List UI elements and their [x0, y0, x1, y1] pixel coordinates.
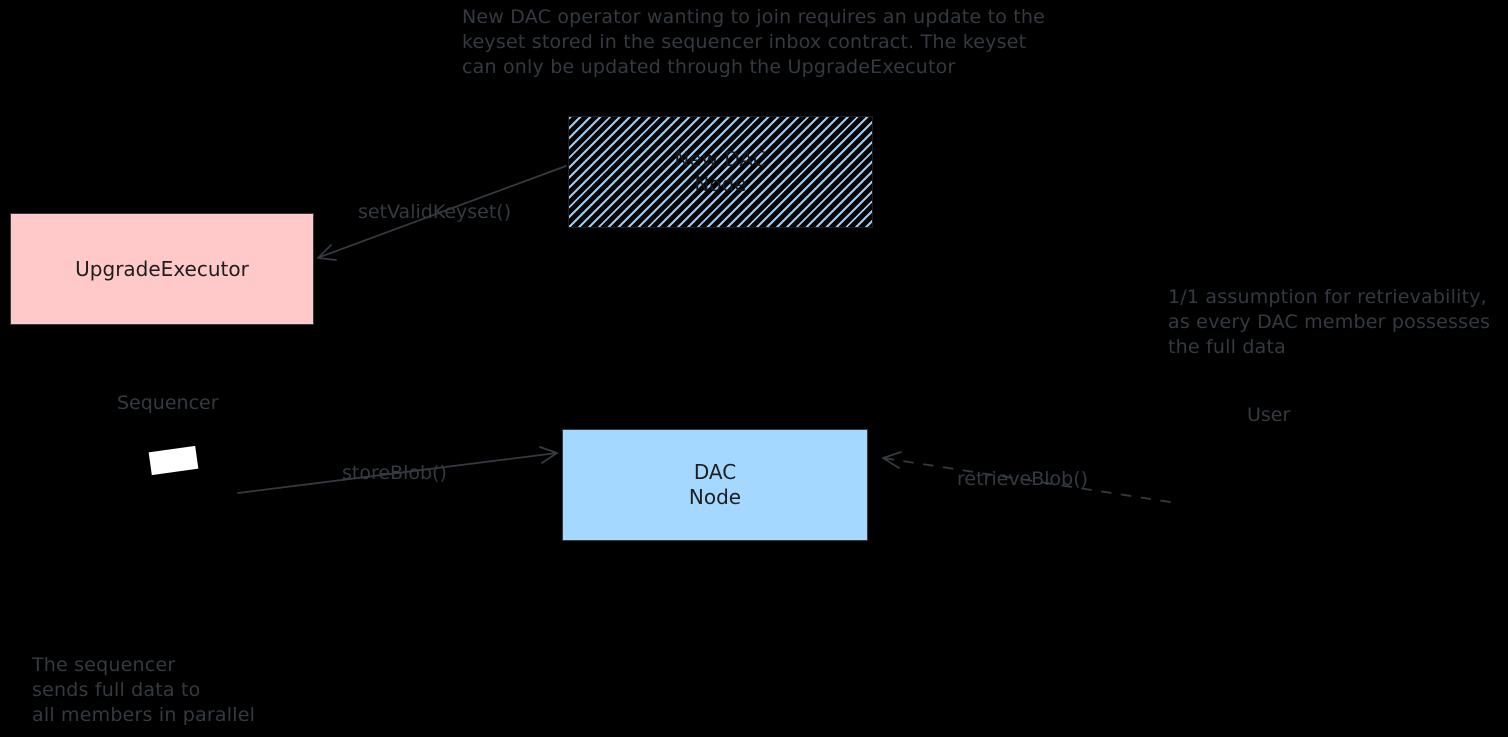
edge-label-set-valid-keyset: setValidKeyset(): [358, 201, 512, 223]
note-line: 1/1 assumption for retrievability,: [1168, 286, 1487, 308]
note-line: sends full data to: [32, 679, 201, 701]
note-line: New DAC operator wanting to join requires an update to the: [462, 6, 1046, 28]
node-upgrade-executor-label: UpgradeExecutor: [75, 256, 249, 281]
note-line: the full data: [1168, 336, 1286, 358]
edge-label-retrieve-blob: retrieveBlob(): [957, 468, 1089, 490]
note-line: keyset stored in the sequencer inbox contract. The keyset: [462, 31, 1027, 53]
note-line: all members in parallel: [32, 704, 256, 726]
label-user: User: [1247, 404, 1291, 426]
note-keyset-update: [462, 5, 1045, 80]
node-new-dac-node[interactable]: [568, 116, 873, 228]
note-line: The sequencer: [32, 654, 176, 676]
note-parallel-send: [32, 653, 255, 728]
node-new-dac-node-label: New DAC Node: [674, 147, 767, 196]
note-retrievability: [1168, 285, 1490, 360]
sequencer-screen-shape: [149, 446, 199, 475]
node-dac-node-label: DAC Node: [688, 460, 742, 509]
note-line: can only be updated through the UpgradeExecutor: [462, 56, 956, 78]
label-sequencer: Sequencer: [117, 392, 219, 414]
edge-label-store-blob: storeBlob(): [342, 462, 447, 484]
note-line: as every DAC member possesses: [1168, 311, 1491, 333]
node-dac-node[interactable]: [562, 429, 868, 541]
node-upgrade-executor[interactable]: [10, 213, 314, 325]
